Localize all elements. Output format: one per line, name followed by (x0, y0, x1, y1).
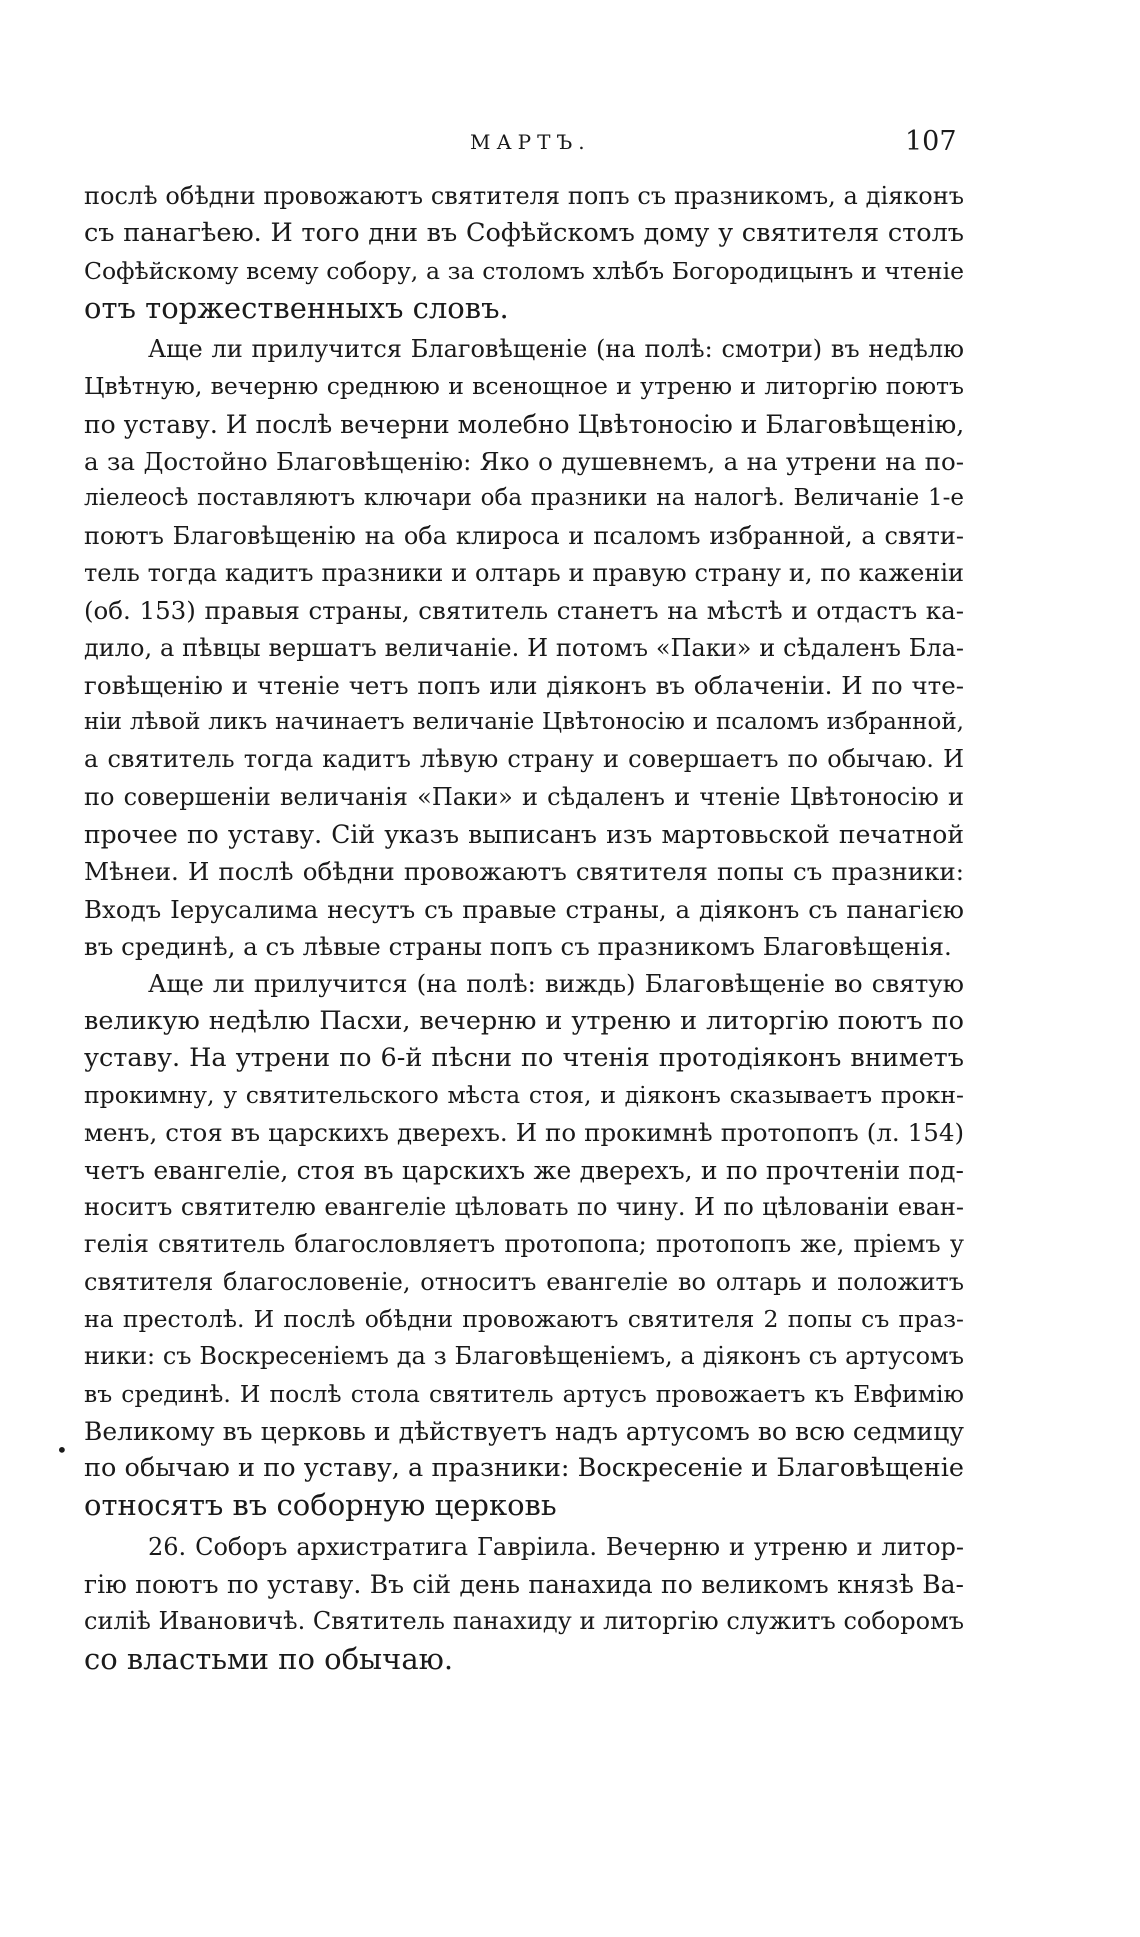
text-line: святителя благословеніе, относитъ евангеліе во олтарь и положитъ (84, 1267, 964, 1296)
text-line: тель тогда кадитъ празники и олтарь и правую страну и, по каженіи (84, 558, 964, 587)
text-line: со властьми по обычаю. (84, 1641, 454, 1676)
text-line: Аще ли прилучится (на полѣ: виждь) Благовѣщеніе во святую (148, 969, 964, 999)
page-header (0, 126, 1140, 170)
text-line: въ срединѣ. И послѣ стола святитель артусъ провожаетъ къ Евфимію (84, 1379, 964, 1408)
paragraph-1 (84, 178, 964, 327)
text-line: Цвѣтную, вечерню среднюю и всенощное и утреню и литоргію поютъ (84, 372, 964, 401)
text-line: ліелеосѣ поставляютъ ключари оба празники на налогѣ. Величаніе 1-е (84, 485, 964, 512)
text-line: силіѣ Ивановичѣ. Святитель панахиду и литоргію служитъ соборомъ (84, 1607, 964, 1636)
text-line: дило, а пѣвцы вершатъ величаніе. И потомъ «Паки» и сѣдаленъ Бла- (84, 633, 964, 662)
text-line: съ панагѣею. И того дни въ Софѣйскомъ дому у святителя столъ (84, 218, 964, 249)
text-line: 26. Соборъ архистратига Гавріила. Вечерню и утреню и литор- (148, 1532, 964, 1561)
text-line: въ срединѣ, а съ лѣвые страны попъ съ празникомъ Благовѣщенія. (84, 931, 952, 961)
text-line: Великому въ церковь и дѣйствуетъ надъ артусомъ во всю седмицу (84, 1416, 964, 1446)
text-line: а за Достойно Благовѣщенію: Яко о душевнемъ, а на утрени на по- (84, 447, 964, 477)
text-line: гелія святитель благословляетъ протопопа; протопопъ же, пріемъ у (84, 1230, 964, 1259)
margin-dot-mark: • (56, 1438, 68, 1462)
text-line: по обычаю и по уставу, а празники: Воскресеніе и Благовѣщеніе (84, 1453, 964, 1484)
text-line: отъ торжественныхъ словъ. (84, 290, 509, 325)
text-line: уставу. На утрени по 6-й пѣсни по чтенія протодіяконъ вниметъ (84, 1042, 964, 1073)
text-line: на престолѣ. И послѣ обѣдни провожаютъ святителя 2 попы съ праз- (84, 1304, 964, 1333)
text-line: Входъ Іерусалима несутъ съ правые страны, а діяконъ съ панагією (84, 894, 964, 924)
text-line: Аще ли прилучится Благовѣщеніе (на полѣ: смотри) въ недѣлю (148, 335, 964, 364)
text-line: гію поютъ по уставу. Въ сій день панахида по великомъ князѣ Ва- (84, 1569, 964, 1599)
text-line: послѣ обѣдни провожаютъ святителя попъ съ празникомъ, а діяконъ (84, 182, 964, 210)
paragraph-4 (84, 1529, 964, 1678)
paragraph-2 (84, 331, 964, 965)
text-line: по совершеніи величанія «Паки» и сѣдаленъ и чтеніе Цвѣтоносію и (84, 782, 964, 811)
page-number: 107 (905, 126, 957, 157)
running-title: МАРТЪ. (470, 130, 591, 154)
paragraph-3 (84, 965, 964, 1524)
text-line: поютъ Благовѣщенію на оба клироса и псаломъ избранной, а святи- (84, 521, 964, 550)
text-line: а святитель тогда кадитъ лѣвую страну и совершаетъ по обычаю. И (84, 745, 964, 774)
text-line: говѣщенію и чтеніе четъ попъ или діяконъ въ облаченіи. И по чте- (84, 670, 964, 700)
body-text (84, 178, 964, 1678)
text-line: относятъ въ соборную церковь (84, 1488, 557, 1523)
text-line: прочее по уставу. Сій указъ выписанъ изъ мартовьской печатной (84, 820, 964, 850)
text-line: по уставу. И послѣ вечерни молебно Цвѣтоносію и Благовѣщенію, (84, 409, 965, 439)
text-line: ніи лѣвой ликъ начинаетъ величаніе Цвѣтоносію и псаломъ избранной, (84, 709, 964, 736)
text-line: Софѣйскому всему собору, а за столомъ хлѣбъ Богородицынъ и чтеніе (84, 256, 964, 285)
text-line: великую недѣлю Пасхи, вечерню и утреню и литоргію поютъ по (84, 1005, 964, 1036)
text-line: менъ, стоя въ царскихъ дверехъ. И по прокимнѣ протопопъ (л. 154) (84, 1118, 964, 1148)
text-line: (об. 153) правыя страны, святитель станетъ на мѣстѣ и отдастъ ка- (84, 596, 964, 626)
text-line: прокимну, у святительского мѣста стоя, и діяконъ сказываетъ прокн- (84, 1081, 964, 1110)
text-line: четъ евангеліе, стоя въ царскихъ же дверехъ, и по прочтеніи под- (84, 1155, 964, 1185)
text-line: Мѣнеи. И послѣ обѣдни провожаютъ святителя попы съ празники: (84, 857, 964, 887)
text-line: носитъ святителю евангеліе цѣловать по чину. И по цѣлованіи еван- (84, 1193, 964, 1222)
text-line: ники: съ Воскресеніемъ да з Благовѣщеніемъ, а діяконъ съ артусомъ (84, 1342, 964, 1371)
